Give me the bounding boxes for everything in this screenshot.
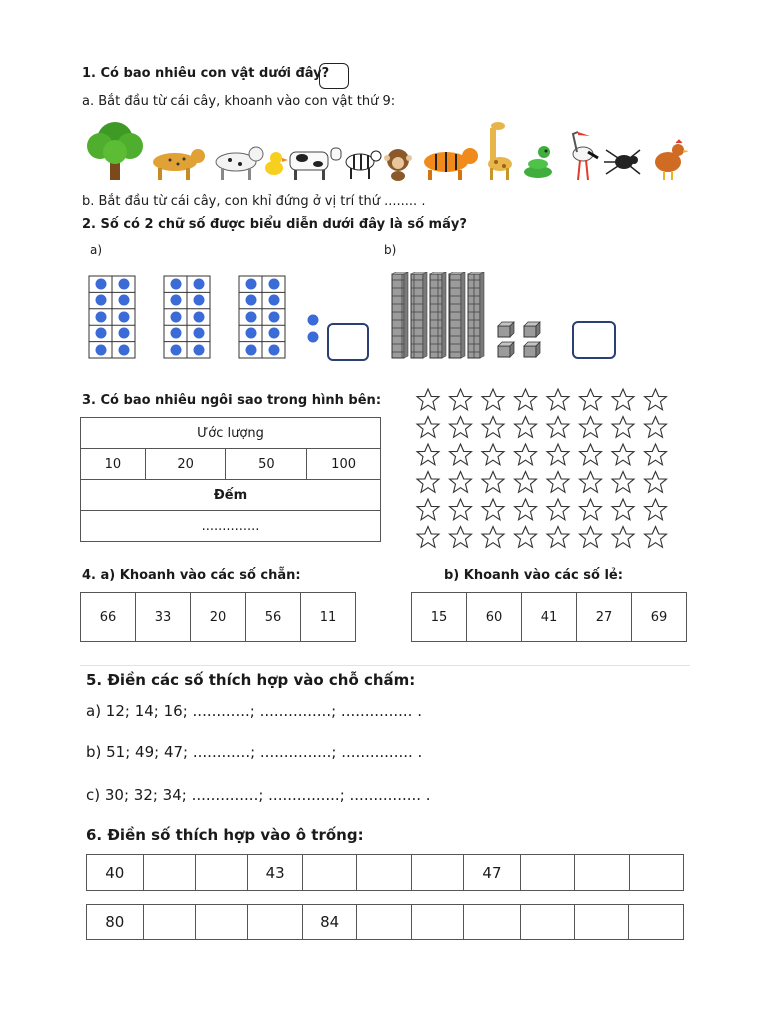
- q3-title: 3. Có bao nhiêu ngôi sao trong hình bên:: [82, 393, 382, 408]
- number-cell[interactable]: [302, 855, 356, 891]
- star-icon: [417, 499, 439, 520]
- number-cell[interactable]: [520, 905, 574, 940]
- star-icon: [417, 444, 439, 465]
- star-icon: [580, 499, 602, 520]
- number-cell[interactable]: [248, 905, 302, 940]
- star-icon: [612, 444, 634, 465]
- star-icon: [450, 417, 472, 438]
- number-cell[interactable]: [143, 905, 195, 940]
- star-icon: [515, 527, 537, 548]
- estimate-option[interactable]: 100: [307, 449, 381, 480]
- number-cell[interactable]: [196, 905, 248, 940]
- number-cell[interactable]: [629, 855, 683, 891]
- number-cell[interactable]: [575, 905, 629, 940]
- star-icon: [482, 499, 504, 520]
- giraffe-icon: [488, 122, 512, 180]
- q1-part-b: b. Bắt đầu từ cái cây, con khỉ đứng ở vị trí thứ ........ .: [82, 194, 426, 209]
- star-icon: [547, 527, 569, 548]
- q2-b-answer-box[interactable]: [572, 321, 616, 359]
- star-icon: [417, 472, 439, 493]
- tiger-icon: [424, 148, 478, 180]
- number-cell[interactable]: [520, 855, 574, 891]
- number-cell[interactable]: 84: [302, 905, 357, 940]
- odd-candidate[interactable]: 41: [522, 593, 577, 642]
- star-icon: [450, 472, 472, 493]
- zebra-icon: [346, 151, 381, 179]
- odd-candidate[interactable]: 15: [412, 593, 467, 642]
- star-icon: [645, 417, 667, 438]
- star-icon: [612, 499, 634, 520]
- even-candidate[interactable]: 33: [136, 593, 191, 642]
- number-cell[interactable]: [575, 855, 629, 891]
- ten-rod-4: [449, 272, 465, 358]
- q1-part-a: a. Bắt đầu từ cái cây, khoanh vào con vật thứ 9:: [82, 94, 396, 109]
- q4-a-title: 4. a) Khoanh vào các số chẵn:: [82, 568, 301, 583]
- star-icon: [482, 444, 504, 465]
- number-cell[interactable]: [357, 855, 411, 891]
- number-cell[interactable]: [464, 905, 520, 940]
- star-icon: [450, 527, 472, 548]
- star-icon: [580, 527, 602, 548]
- odd-candidate[interactable]: 27: [577, 593, 632, 642]
- ten-rod-2: [411, 272, 427, 358]
- estimate-option[interactable]: 10: [81, 449, 146, 480]
- monkey-icon: [384, 149, 412, 181]
- tree-icon: [87, 122, 143, 180]
- star-icon: [547, 472, 569, 493]
- number-cell[interactable]: [143, 855, 195, 891]
- star-icon: [645, 527, 667, 548]
- odd-candidate[interactable]: 69: [632, 593, 687, 642]
- number-cell[interactable]: [629, 905, 684, 940]
- section-divider: [80, 665, 690, 666]
- estimate-option[interactable]: 50: [226, 449, 307, 480]
- number-cell[interactable]: [411, 905, 463, 940]
- star-icon: [612, 527, 634, 548]
- q5-title: 5. Điền các số thích hợp vào chỗ chấm:: [86, 671, 416, 689]
- star-icon: [515, 444, 537, 465]
- ten-frame-3: [239, 276, 285, 358]
- star-icon: [580, 417, 602, 438]
- q2-a-answer-box[interactable]: [327, 323, 369, 361]
- animal-row: [78, 118, 688, 188]
- ten-rod-1: [392, 272, 408, 358]
- ten-frame-1: [89, 276, 135, 358]
- hen-icon: [655, 140, 688, 180]
- base-ten-blocks: [390, 272, 550, 362]
- cow-icon: [290, 148, 341, 180]
- q5-sequence-c[interactable]: c) 30; 32; 34; ..............; ...............; ............... .: [86, 786, 431, 804]
- even-candidate[interactable]: 11: [301, 593, 356, 642]
- star-icon: [547, 417, 569, 438]
- star-icon: [482, 417, 504, 438]
- ten-frame-2: [164, 276, 210, 358]
- q5-sequence-a[interactable]: a) 12; 14; 16; ............; ...............; ............... .: [86, 702, 422, 720]
- star-icon: [515, 417, 537, 438]
- ten-rod-5: [468, 272, 484, 358]
- star-icon: [450, 389, 472, 410]
- loose-dots: [308, 315, 319, 343]
- spider-icon: [604, 150, 640, 174]
- q1-answer-box[interactable]: [319, 63, 349, 89]
- star-icon: [547, 444, 569, 465]
- star-icon: [417, 527, 439, 548]
- star-icon: [417, 389, 439, 410]
- star-icon: [612, 389, 634, 410]
- star-icon: [547, 499, 569, 520]
- star-icon: [482, 389, 504, 410]
- star-icon: [482, 472, 504, 493]
- even-candidate[interactable]: 66: [81, 593, 136, 642]
- number-cell[interactable]: 40: [87, 855, 144, 891]
- even-candidate[interactable]: 20: [191, 593, 246, 642]
- star-icon: [450, 499, 472, 520]
- star-icon: [417, 417, 439, 438]
- number-cell[interactable]: 80: [87, 905, 144, 940]
- star-icon: [645, 499, 667, 520]
- star-icon: [547, 389, 569, 410]
- count-answer-field[interactable]: ..............: [81, 511, 381, 542]
- snake-icon: [524, 146, 552, 178]
- count-header: Đếm: [81, 480, 381, 511]
- q5-sequence-b[interactable]: b) 51; 49; 47; ............; ...............; ............... .: [86, 743, 423, 761]
- star-icon: [645, 444, 667, 465]
- odd-candidate[interactable]: 60: [467, 593, 522, 642]
- star-icon: [580, 472, 602, 493]
- number-cell[interactable]: [195, 855, 247, 891]
- star-icon: [450, 444, 472, 465]
- even-number-table: [80, 592, 356, 642]
- number-cell[interactable]: [411, 855, 463, 891]
- duckling-icon: [265, 152, 288, 175]
- odd-number-table: [411, 592, 687, 642]
- star-icon: [515, 499, 537, 520]
- number-cell[interactable]: [357, 905, 411, 940]
- q2-b-label: b): [384, 243, 397, 257]
- star-icon: [515, 389, 537, 410]
- q6-title: 6. Điền số thích hợp vào ô trống:: [86, 826, 364, 844]
- estimate-header: Ước lượng: [81, 418, 381, 449]
- star-icon: [612, 472, 634, 493]
- star-icon: [482, 527, 504, 548]
- unit-cube-2: [524, 322, 540, 337]
- q2-title: 2. Số có 2 chữ số được biểu diễn dưới đây là số mấy?: [82, 217, 467, 232]
- star-grid: [414, 386, 670, 552]
- star-icon: [645, 389, 667, 410]
- star-icon: [515, 472, 537, 493]
- ten-rod-3: [430, 272, 446, 358]
- number-cell[interactable]: 43: [248, 855, 303, 891]
- estimate-table: [80, 417, 381, 542]
- estimate-option[interactable]: 20: [145, 449, 226, 480]
- q4-b-title: b) Khoanh vào các số lẻ:: [444, 568, 623, 583]
- star-icon: [580, 389, 602, 410]
- star-icon: [645, 472, 667, 493]
- q2-a-label: a): [90, 243, 103, 257]
- number-row-2: [86, 904, 684, 940]
- star-icon: [612, 417, 634, 438]
- number-cell[interactable]: 47: [464, 855, 521, 891]
- leopard-icon: [153, 149, 205, 180]
- star-icon: [580, 444, 602, 465]
- stork-icon: [573, 132, 598, 180]
- unit-cube-3: [498, 342, 514, 357]
- unit-cube-1: [498, 322, 514, 337]
- number-row-1: [86, 854, 684, 891]
- even-candidate[interactable]: 56: [246, 593, 301, 642]
- dalmatian-icon: [216, 147, 263, 180]
- q1-title: 1. Có bao nhiêu con vật dưới đây?: [82, 66, 330, 81]
- unit-cube-4: [524, 342, 540, 357]
